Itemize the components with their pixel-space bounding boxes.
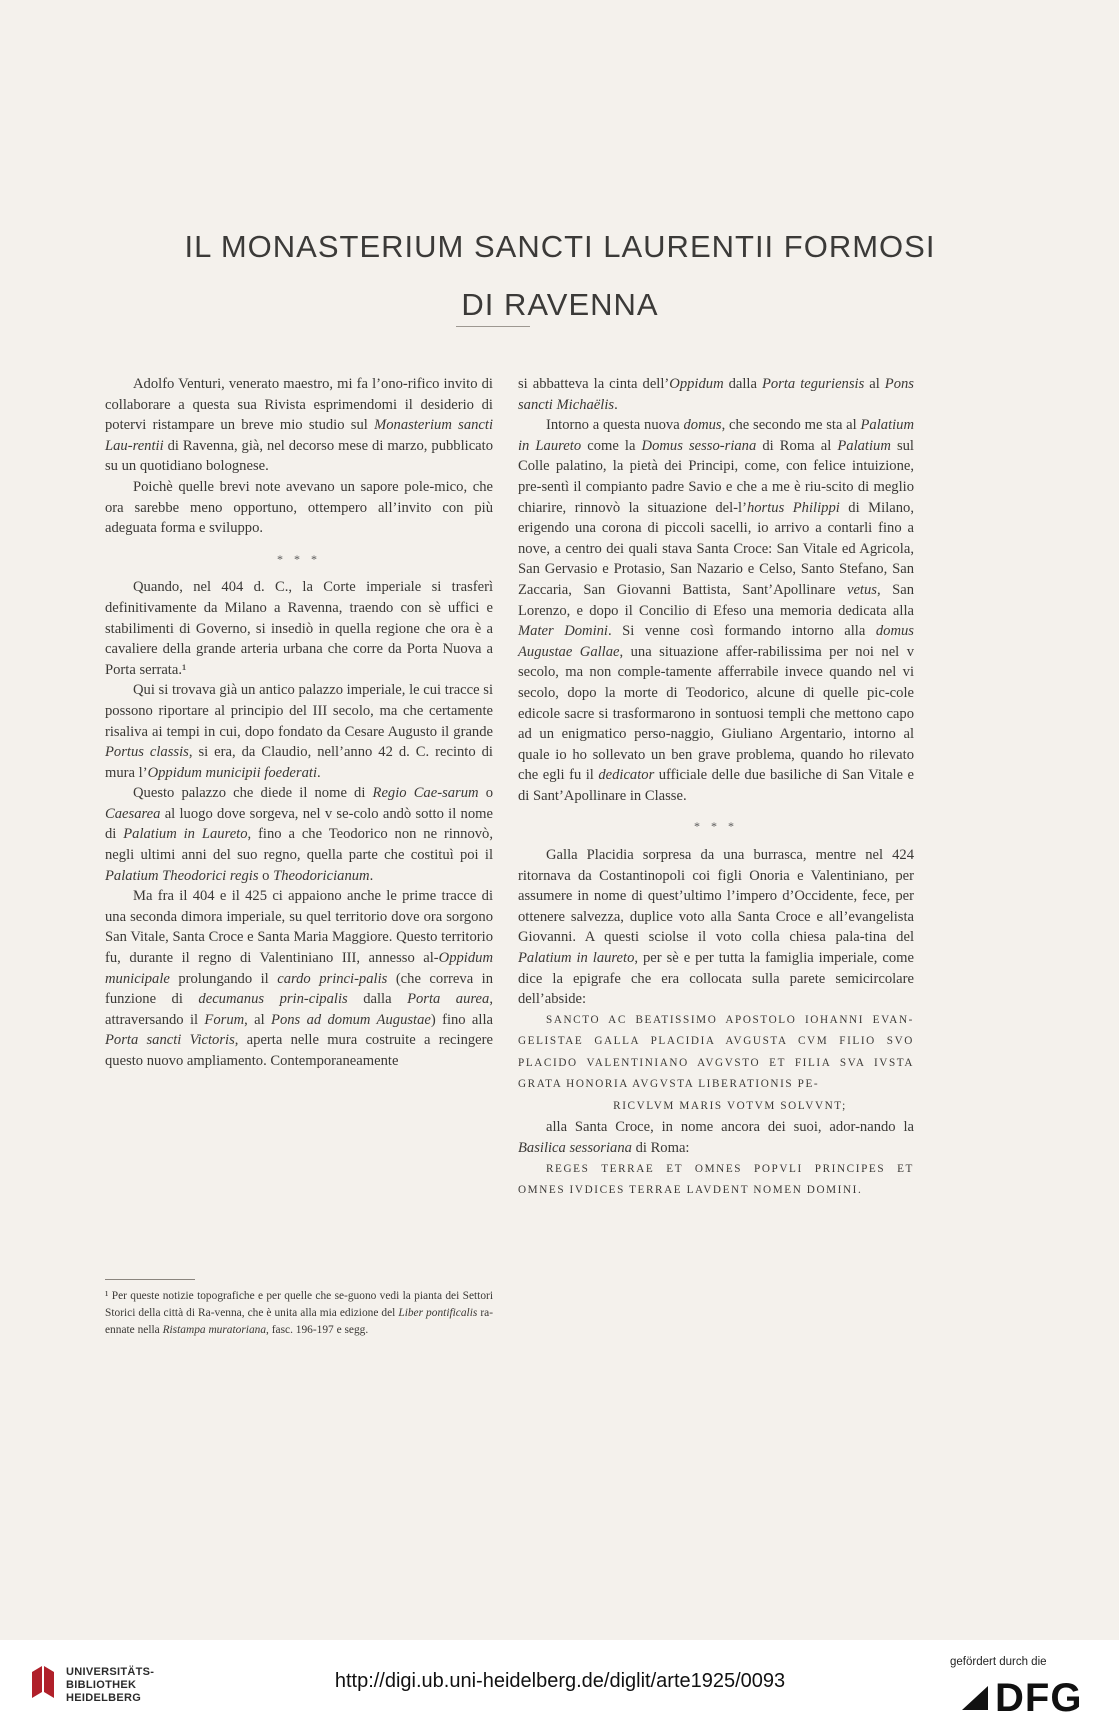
library-name[interactable]: UNIVERSITÄTS- BIBLIOTHEK HEIDELBERG (66, 1666, 155, 1704)
permalink-url[interactable]: http://digi.ub.uni-heidelberg.de/diglit/arte1925/0093 (334, 1670, 786, 1692)
university-library-logo-icon (28, 1662, 58, 1702)
left-column (105, 374, 493, 1072)
section-separator: * * * (277, 551, 321, 566)
right-column (518, 374, 914, 1202)
paragraph: Adolfo Venturi, venerato maestro, mi fa l’ono-rifico invito di collaborare a questa sua Rivista esprimendomi il desiderio di potervi ristampare un breve mio studio sul Monasterium sancti Lau-rentii di Ravenna, già, nel decorso mese di marzo, pubblicato su un quotidiano bolognese. (105, 376, 493, 475)
inscription-1: SANCTO AC BEATISSIMO APOSTOLO IOHANNI EVAN-GELISTAE GALLA PLACIDIA AVGUSTA CVM FILIO SVO PLACIDO VALENTINIANO AVGVSTO ET FILIA SVA IVSTA GRATA HONORIA AVGVSTA LIBERATIONIS PE- RICVLVM MARIS VOTVM SOLVVNT; (518, 1013, 914, 1112)
article-title-line-1: IL MONASTERIUM SANCTI LAURENTII FORMOSI (184, 228, 936, 264)
footer-bar (0, 1640, 1119, 1732)
title-divider (456, 326, 530, 327)
paragraph: Quando, nel 404 d. C., la Corte imperiale si trasferì definitivamente da Milano a Ravenna, traendo con sè uffici e stabilimenti di Governo, si insediò in quella regione che ora è a cavaliere della grande arteria urbana che corre da Porta Nuova a Porta serrata.¹ (105, 579, 493, 678)
paragraph: Poichè quelle brevi note avevano un sapore pole-mico, che ora sarebbe meno opportuno, ottempero all’invito con più adeguata forma e sviluppo. (105, 478, 493, 537)
dfg-logo[interactable]: DFG (995, 1676, 1083, 1720)
dfg-mark-icon (960, 1684, 990, 1712)
paragraph: alla Santa Croce, in nome ancora dei suoi, ador-nando la Basilica sessoriana di Roma: (518, 1119, 914, 1156)
funding-caption: gefördert durch die (950, 1656, 1047, 1668)
paragraph: Galla Placidia sorpresa da una burrasca, mentre nel 424 ritornava da Costantinopoli coi figli Onoria e Valentiniano, per assumere in nome di quest’ultimo l’impero d’Occidente, fece, per ottenere salvezza, duplice voto alla Santa Croce e all’evangelista Giovanni. A questi sciolse il voto colla chiesa pala-tina del Palatium in laureto, per sè e per tutta la famiglia imperiale, come dice la epigrafe che era collocata sulla parete semicircolare dell’abside: (518, 847, 914, 1008)
paragraph: si abbatteva la cinta dell’Oppidum dalla Porta teguriensis al Pons sancti Michaëlis. (518, 376, 914, 413)
paragraph: Qui si trovava già un antico palazzo imperiale, le cui tracce si possono riportare al principio del III secolo, ma che certamente risaliva ai tempi in cui, dopo fondato da Cesare Augusto il grande Portus classis, si era, da Claudio, nell’anno 42 d. C. recinto di mura l’Oppidum municipii foederati. (105, 682, 493, 781)
section-separator: * * * (694, 819, 738, 834)
footnote: ¹ Per queste notizie topografiche e per quelle che se-guono vedi la pianta dei Settori Storici della città di Ra-venna, che è unita alla mia edizione del Liber pontificalis ra-ennate nella Ristampa muratoriana, fasc. 196-197 e segg. (105, 1290, 493, 1336)
article-title-line-2: DI RAVENNA (461, 286, 659, 322)
inscription-2: REGES TERRAE ET OMNES POPVLI PRINCIPES ET OMNES IVDICES TERRAE LAVDENT NOMEN DOMINI. (518, 1162, 914, 1196)
footnote-divider (105, 1279, 195, 1280)
paragraph: Intorno a questa nuova domus, che secondo me sta al Palatium in Laureto come la Domus sesso-riana di Roma al Palatium sul Colle palatino, la pietà dei Principi, come, con felice intuizione, pre-sentì il compianto padre Savio e che a me è riu-scito di meglio chiarire, rinnovò la situazione del-l’hortus Philippi di Milano, erigendo una corona di piccoli sacelli, io arrivo a contarli fino a nove, a centro dei quali stava Santa Croce: San Vitale ed Agricola, San Gervasio e Protasio, San Nazario e Celso, Santo Stefano, San Zaccaria, San Giovanni Battista, Sant’Apollinare vetus, San Lorenzo, e dopo il Concilio di Efeso una memoria dedicata alla Mater Domini. Si venne così formando intorno alla domus Augustae Gallae, una situazione affer-rabilissima per noi nel v secolo, ma non comple-tamente afferrabile invece quando nel vi secolo, dopo la morte di Teodorico, alcune di quelle pic-cole edicole sacre si trasformarono in sontuosi templi che mettono capo ad un enigmatico perso-naggio, Giuliano Argentario, intorno al quale io ho sollevato un ben grave problema, quando ho rilevato che egli fu il dedicator ufficiale delle due basiliche di San Vitale e di Sant’Apollinare in Classe. (518, 417, 915, 804)
paragraph: Ma fra il 404 e il 425 ci appaiono anche le prime tracce di una seconda dimora imperiale, su quel territorio dove ora sorgono San Vitale, Santa Croce e Santa Maria Maggiore. Questo territorio fu, durante il regno di Valentiniano III, annesso al-Oppidum municipale prolungando il cardo princi-palis (che correva in funzione di decumanus prin-cipalis dalla Porta aurea, attraversando il Forum, al Pons ad domum Augustae) fino alla Porta sancti Victoris, aperta nelle mura costruite a recingere questo nuovo ampliamento. Contemporaneamente (105, 888, 494, 1069)
paragraph: Questo palazzo che diede il nome di Regio Cae-sarum o Caesarea al luogo dove sorgeva, nel v se-colo andò sotto il nome di Palatium in Laureto, fino a che Teodorico non ne rinnovò, negli ultimi anni del suo regno, quella parte che costituì poi il Palatium Theodorici regis o Theodoricianum. (105, 785, 494, 884)
